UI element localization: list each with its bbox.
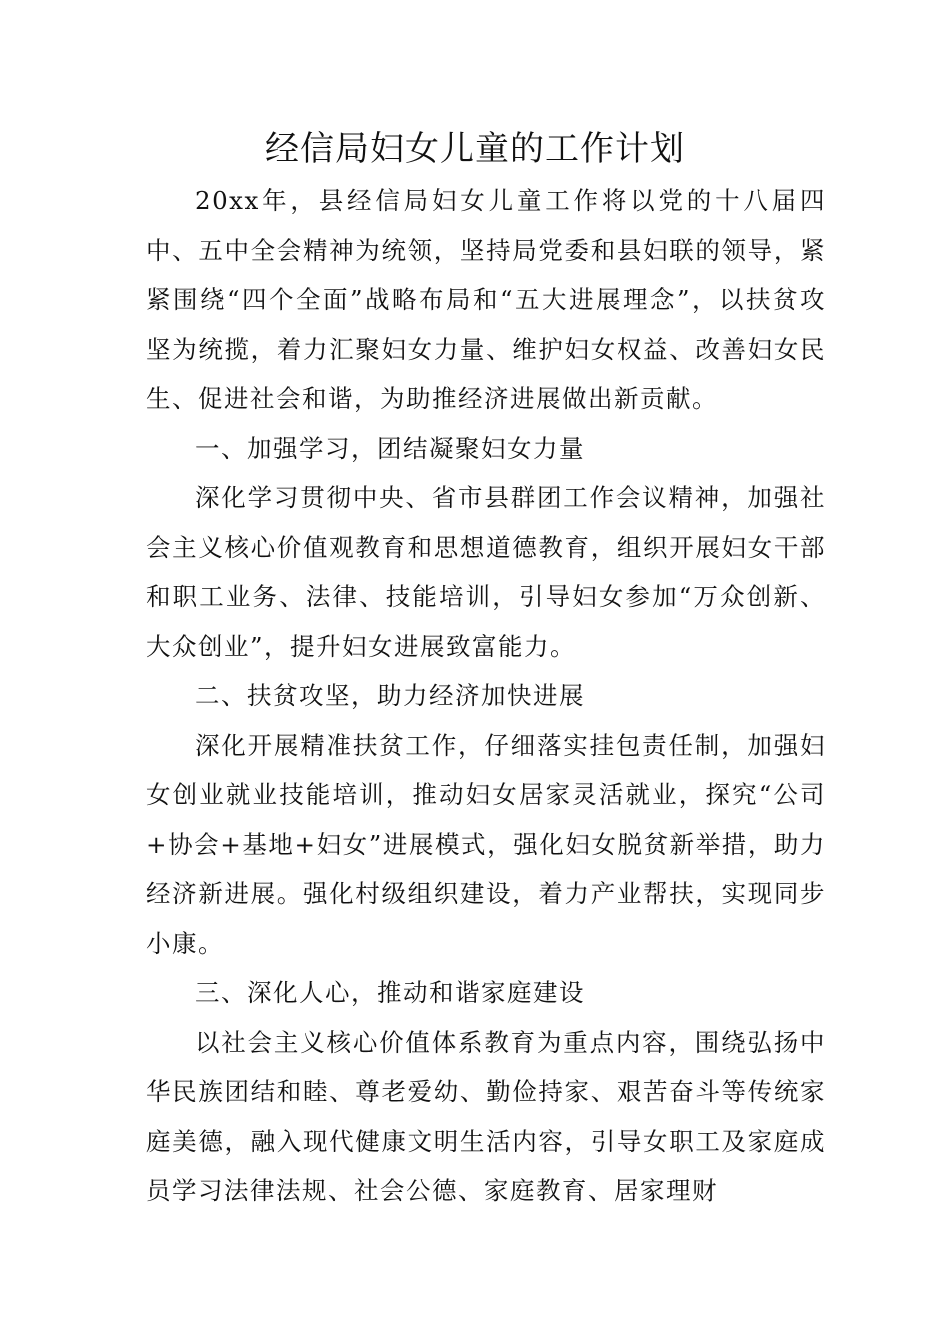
document-title: 经信局妇女儿童的工作计划: [265, 129, 685, 169]
section-heading-1: 一、加强学习，团结凝聚妇女力量: [195, 433, 585, 463]
paragraph-section-2: 深化开展精准扶贫工作，仔细落实挂包责任制，加强妇女创业就业技能培训，推动妇女居家灵活就业，探究“公司+协会+基地+妇女”进展模式，强化妇女脱贫新举措，助力经济新进展。强化村级组织建设，着力产业帮扶，实现同步小康。: [146, 730, 826, 958]
paragraph-section-1: 深化学习贯彻中央、省市县群团工作会议精神，加强社会主义核心价值观教育和思想道德教育，组织开展妇女干部和职工业务、法律、技能培训，引导妇女参加“万众创新、大众创业”，提升妇女进展致富能力。: [146, 483, 826, 661]
section-heading-2: 二、扶贫攻坚，助力经济加快进展: [195, 681, 585, 710]
paragraph-intro: 20xx年，县经信局妇女儿童工作将以党的十八届四中、五中全会精神为统领，坚持局党委和县妇联的领导，紧紧围绕“四个全面”战略布局和“五大进展理念”，以扶贫攻坚为统揽，着力汇聚妇女力量、维护妇女权益、改善妇女民生、促进社会和谐，为助推经济进展做出新贡献。: [146, 186, 826, 413]
section-heading-3: 三、深化人心，推动和谐家庭建设: [195, 978, 585, 1007]
document-body: [146, 176, 826, 1216]
paragraph-section-3: 以社会主义核心价值体系教育为重点内容，围绕弘扬中华民族团结和睦、尊老爱幼、勤俭持家、艰苦奋斗等传统家庭美德，融入现代健康文明生活内容，引导女职工及家庭成员学习法律法规、社会公德、家庭教育、居家理财: [146, 1027, 826, 1205]
